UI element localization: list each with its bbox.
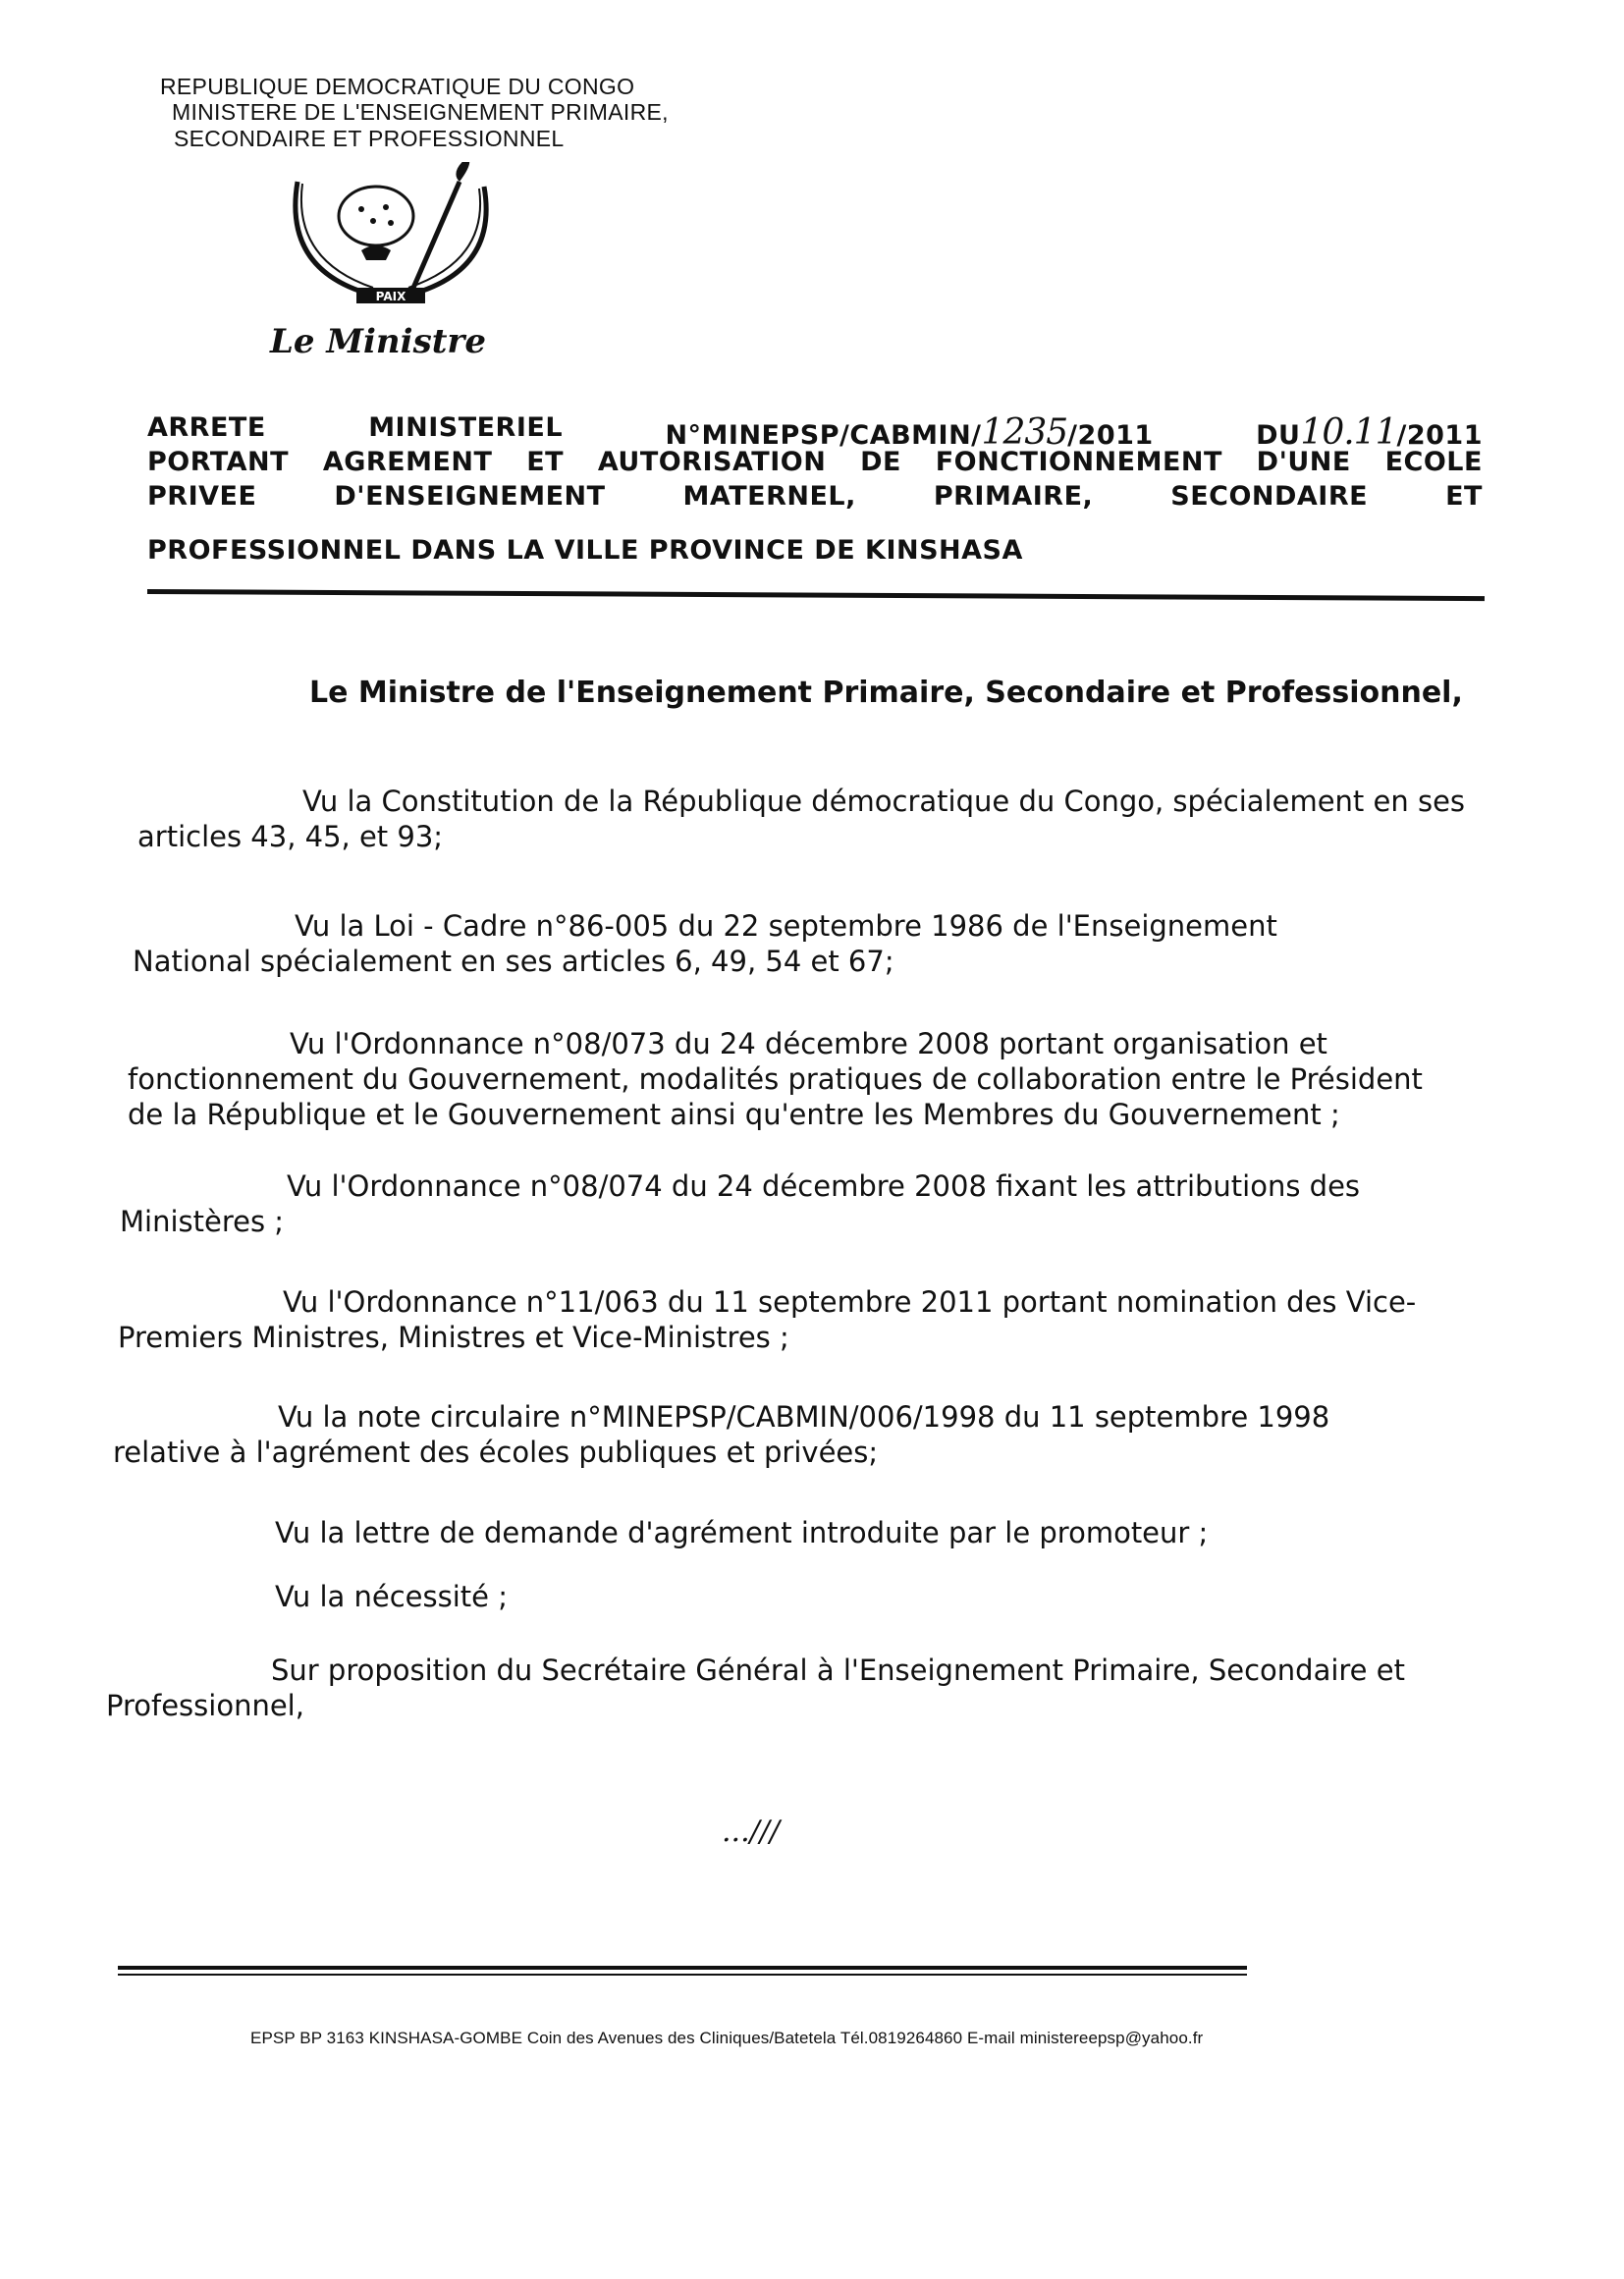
footer-rule [118,1966,1247,1970]
title-line4: PROFESSIONNEL DANS LA VILLE PROVINCE DE KINSHASA [147,535,1023,566]
date-year: /2011 [1396,420,1483,451]
paragraph-line: Professionnel, [106,1689,304,1722]
title-word: PRIVEE [147,481,257,512]
paragraph-constitution [137,784,1466,854]
paragraph-proposition [106,1653,1405,1723]
coat-of-arms-emblem [263,162,518,329]
title-ministeriel: MINISTERIEL [368,412,564,443]
paragraph-ordonnance-08-074 [120,1168,1416,1239]
paragraph-line: Sur proposition du Secrétaire Général à l'Enseignement Primaire, Secondaire et [271,1654,1405,1687]
date-handwritten: 10.11 [1300,412,1397,453]
minister-signature-title: Le Ministre [270,322,486,361]
title-word: AUTORISATION [597,447,827,477]
title-word: ECOLE [1384,447,1483,477]
paragraph-line: Vu la lettre de demande d'agrément introduite par le promoteur ; [275,1516,1209,1549]
paragraph-line: Vu l'Ordonnance n°08/073 du 24 décembre 2008 portant organisation et [290,1027,1327,1060]
title-word: D'ENSEIGNEMENT [334,481,606,512]
paragraph-ordonnance-11-063 [118,1284,1417,1355]
paragraph-lettre-demande [275,1515,1208,1550]
footer-address: EPSP BP 3163 KINSHASA-GOMBE Coin des Avenues des Cliniques/Batetela Tél.0819264860 E-mail ministereepsp@yahoo.fr [250,2029,1204,2047]
title-line2 [147,447,1483,477]
paragraph-necessite [275,1579,508,1614]
title-line3 [147,481,1483,512]
svg-text:PAIX: PAIX [375,290,406,303]
paragraph-loi-cadre [133,908,1429,979]
paragraph-line: Vu la Loi - Cadre n°86-005 du 22 septembre 1986 de l'Enseignement [295,909,1277,943]
footer-rule-thin [118,1974,1247,1976]
title-arrete: ARRETE [147,412,266,443]
header-ministry-line2: SECONDAIRE ET PROFESSIONNEL [174,126,565,151]
title-word: PRIMAIRE, [933,481,1094,512]
continuation-mark: .../// [722,1815,780,1849]
title-word: D'UNE [1256,447,1351,477]
number-prefix: N°MINEPSP/CABMIN/ [665,420,982,451]
title-word: ET [1445,481,1483,512]
header-republic: REPUBLIQUE DEMOCRATIQUE DU CONGO [160,74,635,99]
preamble-heading: Le Ministre de l'Enseignement Primaire, Secondaire et Professionnel, [309,676,1463,710]
title-word: AGREMENT [322,447,493,477]
paragraph-line: articles 43, 45, et 93; [137,820,444,853]
number-year: /2011 [1067,420,1154,451]
date-prefix: DU [1256,420,1301,451]
paragraph-line: Vu la Constitution de la République démocratique du Congo, spécialement en ses [302,785,1466,818]
paragraph-line: Vu l'Ordonnance n°08/074 du 24 décembre 2008 fixant les attributions des [287,1169,1361,1203]
title-word: PORTANT [147,447,290,477]
title-word: DE [860,447,901,477]
paragraph-line: relative à l'agrément des écoles publiques et privées; [113,1436,879,1469]
paragraph-line: de la République et le Gouvernement ainsi qu'entre les Membres du Gouvernement ; [128,1098,1340,1131]
paragraph-note-circulaire [113,1399,1409,1470]
title-underline [147,589,1485,601]
paragraph-line: fonctionnement du Gouvernement, modalités pratiques de collaboration entre le Président [128,1062,1423,1096]
paragraph-line: Ministères ; [120,1205,285,1238]
title-word: SECONDAIRE [1170,481,1369,512]
title-word: ET [526,447,565,477]
paragraph-line: Premiers Ministres, Ministres et Vice-Ministres ; [118,1321,789,1354]
paragraph-line: Vu la note circulaire n°MINEPSP/CABMIN/006/1998 du 11 septembre 1998 [278,1400,1330,1434]
paragraph-line: National spécialement en ses articles 6, 49, 54 et 67; [133,945,894,978]
title-word: MATERNEL, [682,481,856,512]
paragraph-line: Vu l'Ordonnance n°11/063 du 11 septembre 2011 portant nomination des Vice- [283,1285,1417,1319]
paragraph-ordonnance-08-073 [128,1026,1424,1132]
title-word: FONCTIONNEMENT [935,447,1222,477]
number-handwritten: 1235 [981,412,1068,453]
header-ministry-line1: MINISTERE DE L'ENSEIGNEMENT PRIMAIRE, [172,99,669,125]
paragraph-line: Vu la nécessité ; [275,1580,508,1613]
